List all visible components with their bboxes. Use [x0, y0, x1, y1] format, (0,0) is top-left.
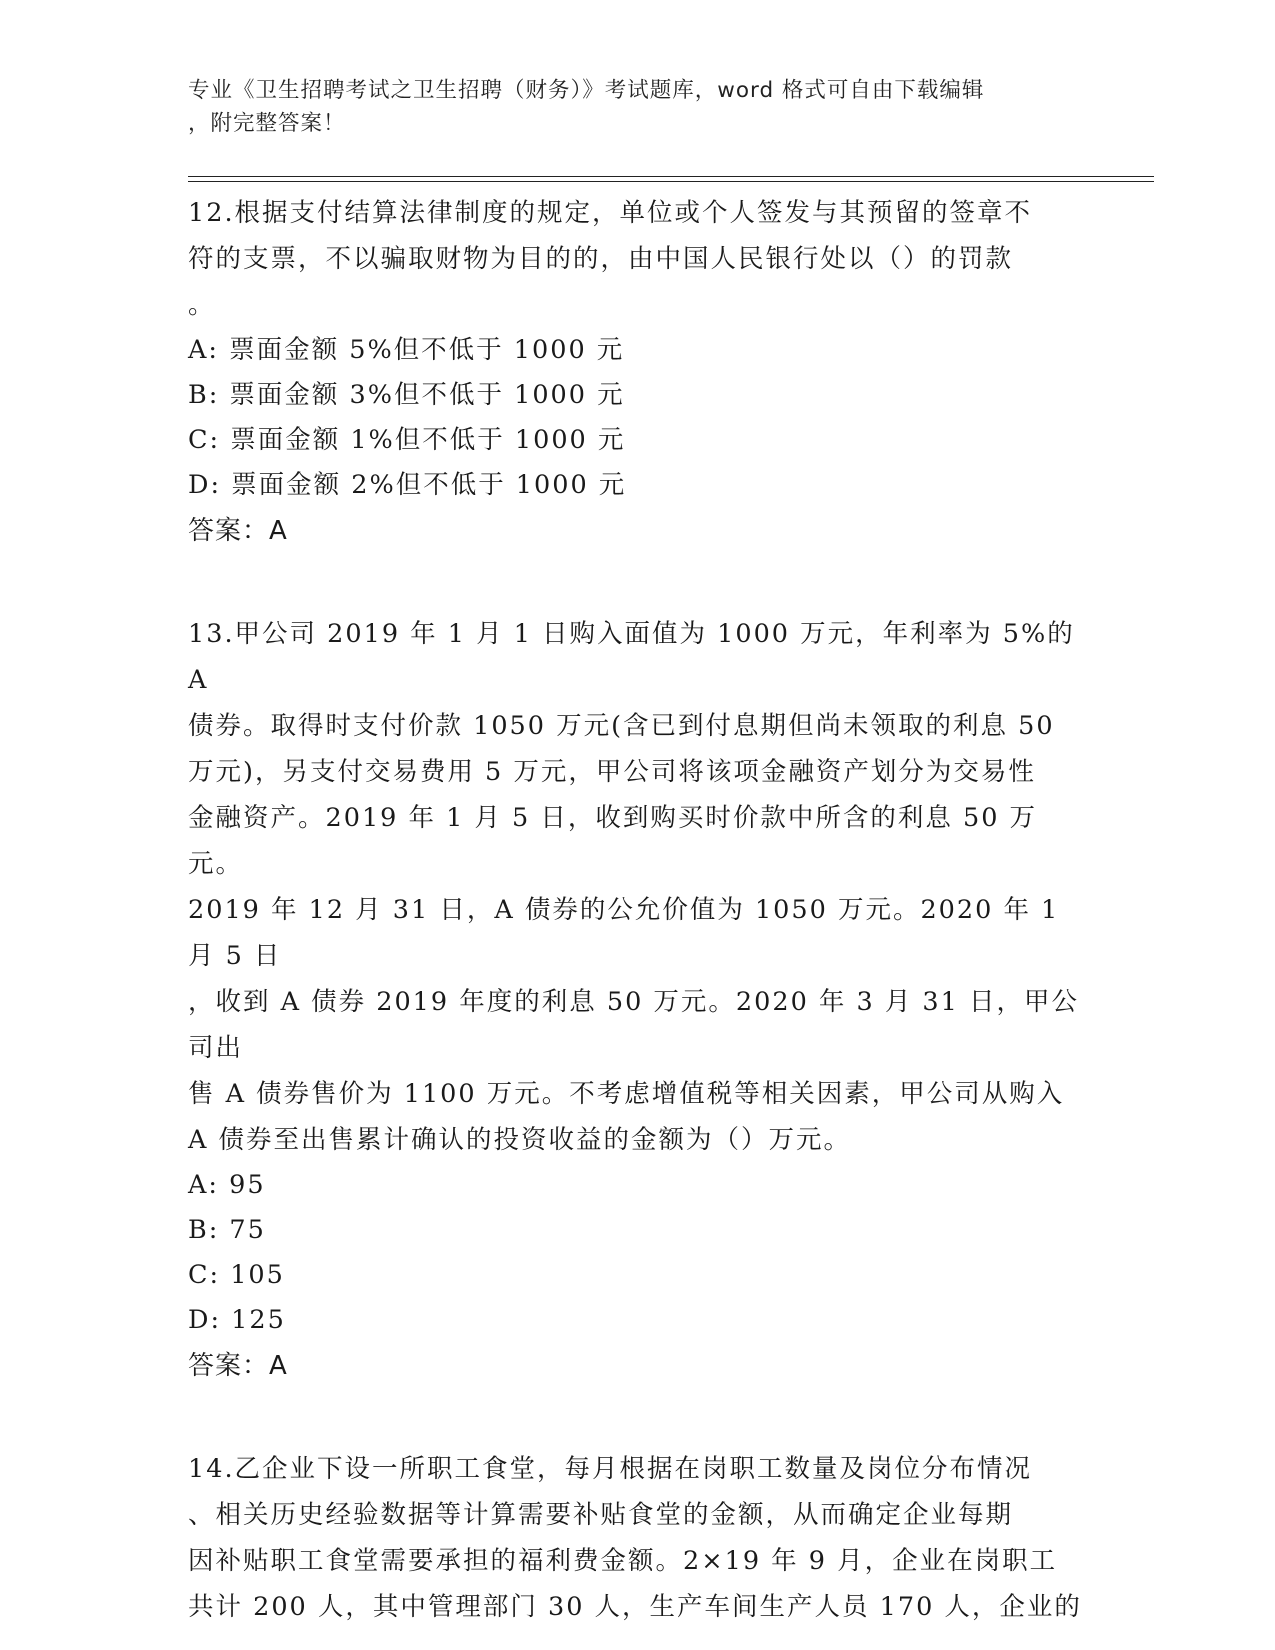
option-d: D: 票面金额 2%但不低于 1000 元: [188, 470, 627, 500]
question-text: 14.乙企业下设一所职工食堂，每月根据在岗职工数量及岗位分布情况 、相关历史经验数据等计算需要补贴食堂的金额，从而确定企业每期 因补贴职工食堂需要承担的福利费金额。2×19 年 9 月，企业在岗职工 共计 200 人，其中管理部门 30 人，生产车间生产人员 170 人，企业的: [188, 1454, 1082, 1622]
option-b: B: 票面金额 3%但不低于 1000 元: [188, 380, 625, 410]
question-14: [188, 1446, 1088, 1630]
header-divider-bottom: [188, 181, 1154, 182]
document-header: [188, 74, 1068, 140]
question-text: 13.甲公司 2019 年 1 月 1 日购入面值为 1000 万元，年利率为 5%的 A 债券。取得时支付价款 1050 万元(含已到付息期但尚未领取的利息 50 万元)，另支付交易费用 5 万元，甲公司将该项金融资产划分为交易性 金融资产。2019 年 1 月 5 日，收到购买时价款中所含的利息 50 万元。 2019 年 12 月 31 日，A 债券的公允价值为 1050 万元。2020 年 1 月 5 日 ，收到 A 债券 2019 年度的利息 50 万元。2020 年 3 月 31 日，甲公司出 售 A 债券售价为 1100 万元。不考虑增值税等相关因素，甲公司从购入 A 债券至出售累计确认的投资收益的金额为（）万元。: [188, 619, 1079, 1155]
header-line-2: ，附完整答案！: [188, 111, 346, 136]
question-13: [188, 611, 1088, 1390]
spacer: [188, 1390, 1088, 1446]
header-divider-top: [188, 176, 1154, 177]
question-list: [188, 190, 1088, 1630]
option-a: A: 票面金额 5%但不低于 1000 元: [188, 335, 625, 365]
spacer: [188, 555, 1088, 611]
header-line-1: 专业《卫生招聘考试之卫生招聘（财务）》考试题库，word 格式可自由下载编辑: [188, 78, 985, 103]
answer-label: 答案：A: [188, 516, 288, 546]
option-c: C: 票面金额 1%但不低于 1000 元: [188, 425, 626, 455]
question-12: [188, 190, 1088, 555]
option-c: C: 105: [188, 1260, 285, 1290]
option-a: A: 95: [188, 1170, 266, 1200]
answer-label: 答案：A: [188, 1351, 288, 1381]
question-text: 12.根据支付结算法律制度的规定，单位或个人签发与其预留的签章不 符的支票，不以骗取财物为目的的，由中国人民银行处以（）的罚款 。: [188, 198, 1033, 320]
option-b: B: 75: [188, 1215, 266, 1245]
option-d: D: 125: [188, 1305, 286, 1335]
